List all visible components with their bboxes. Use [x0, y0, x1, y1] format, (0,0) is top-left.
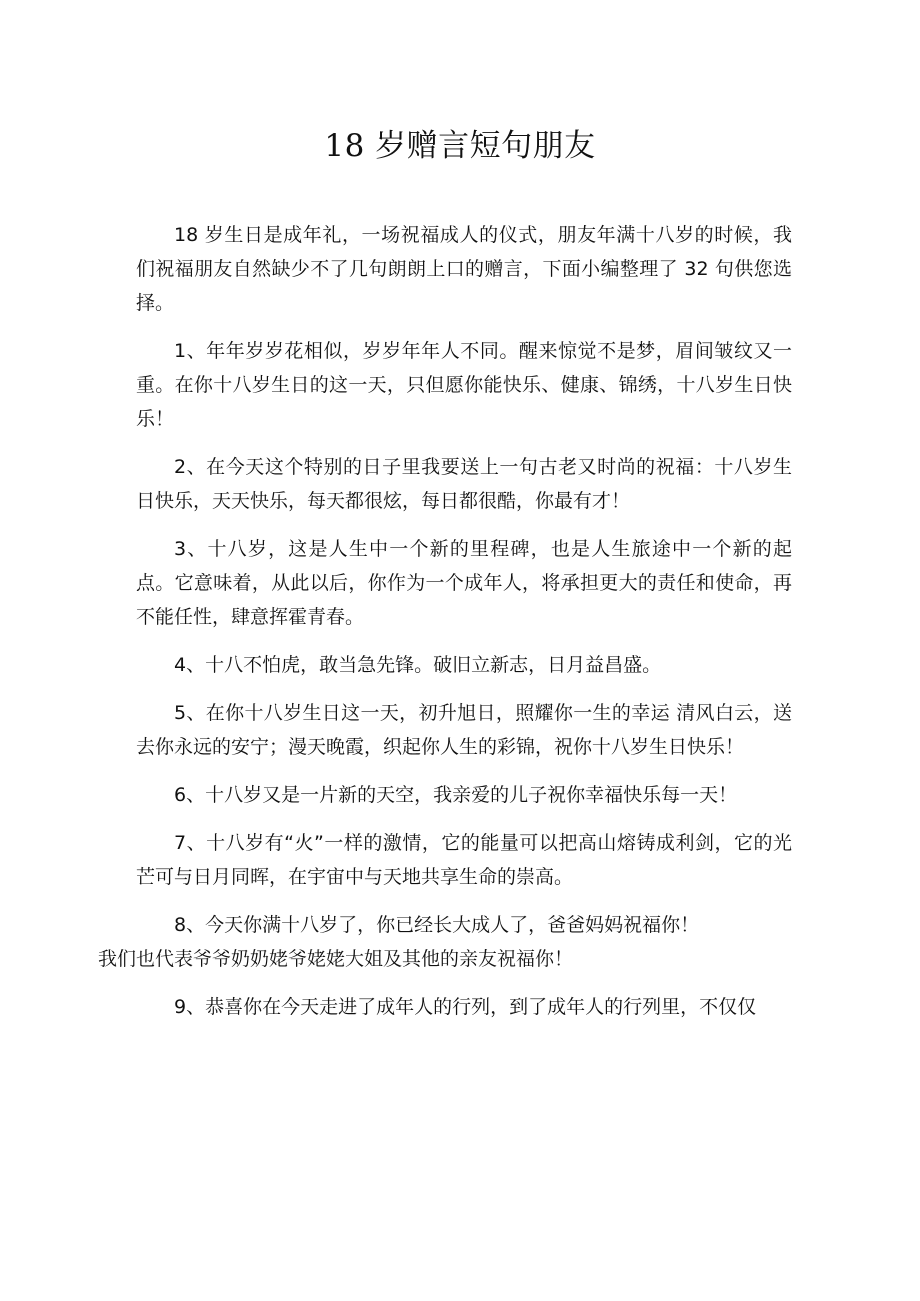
paragraph-item-6 [136, 778, 792, 812]
paragraph-item-4 [136, 648, 792, 682]
paragraph-item-8 [98, 908, 792, 976]
paragraph-item-5 [136, 696, 792, 764]
paragraph-line: 18 岁生日是成年礼，一场祝福成人的仪式，朋友年满十八岁的时候，我们祝福朋友自然缺少不了几句朗朗上口的赠言，下面小编整理了 32 句供您选择。 [136, 224, 792, 314]
document-title: 18 岁赠言短句朋友 [324, 128, 596, 164]
paragraph-intro [136, 218, 792, 320]
paragraph-line: 5、在你十八岁生日这一天，初升旭日，照耀你一生的幸运 清风白云，送去你永远的安宁；漫天晚霞，织起你人生的彩锦，祝你十八岁生日快乐！ [136, 702, 792, 758]
paragraph-line: 7、十八岁有“火”一样的激情，它的能量可以把高山熔铸成利剑，它的光芒可与日月同晖，在宇宙中与天地共享生命的崇高。 [136, 832, 792, 888]
paragraph-item-1 [136, 334, 792, 436]
paragraph-line: 1、年年岁岁花相似，岁岁年年人不同。醒来惊觉不是梦，眉间皱纹又一重。在你十八岁生日的这一天，只但愿你能快乐、健康、锦绣，十八岁生日快乐！ [136, 340, 792, 430]
paragraph-line-continuation: 我们也代表爷爷奶奶姥爷姥姥大姐及其他的亲友祝福你！ [98, 948, 574, 970]
document-body [98, 218, 792, 1024]
paragraph-line: 3、十八岁，这是人生中一个新的里程碑，也是人生旅途中一个新的起点。它意味着，从此以后，你作为一个成年人，将承担更大的责任和使命，再不能任性，肆意挥霍青春。 [136, 538, 792, 628]
paragraph-item-9 [136, 990, 792, 1024]
paragraph-item-2 [136, 450, 792, 518]
paragraph-line: 2、在今天这个特别的日子里我要送上一句古老又时尚的祝福：十八岁生日快乐，天天快乐，每天都很炫，每日都很酷，你最有才！ [136, 456, 792, 512]
paragraph-item-3 [136, 532, 792, 634]
paragraph-line: 9、恭喜你在今天走进了成年人的行列，到了成年人的行列里，不仅仅 [174, 996, 757, 1018]
paragraph-item-7 [136, 826, 792, 894]
paragraph-line: 8、今天你满十八岁了，你已经长大成人了，爸爸妈妈祝福你！ [174, 914, 700, 936]
paragraph-line: 6、十八岁又是一片新的天空，我亲爱的儿子祝你幸福快乐每一天！ [174, 784, 738, 806]
paragraph-line: 4、十八不怕虎，敢当急先锋。破旧立新志，日月益昌盛。 [174, 654, 662, 676]
